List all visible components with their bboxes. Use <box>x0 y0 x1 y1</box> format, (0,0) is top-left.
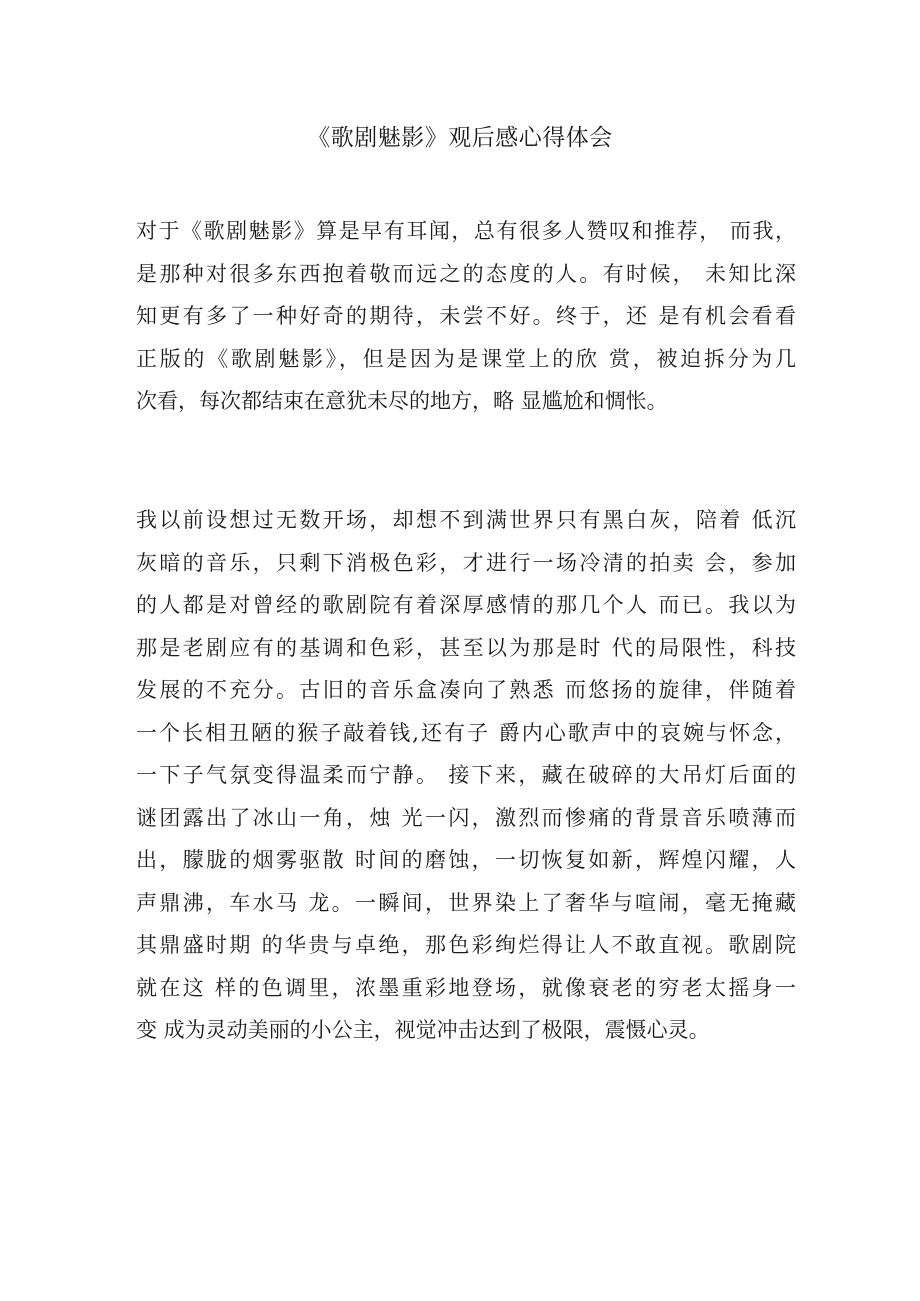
text-line: 的人都是对曾经的歌剧院有着深厚感情的那几个人 而已。我以为 <box>136 593 796 617</box>
text-line: 正版的《歌剧魅影》，但是因为是课堂上的欣 赏，被迫拆分为几 <box>136 346 796 371</box>
text-line: 一个长相丑陋的猴子敲着钱,还有子 爵内心歌声中的哀婉与怀念， <box>136 720 796 745</box>
text-line: 出，朦胧的烟雾驱散 时间的磨蚀，一切恢复如新，辉煌闪耀，人 <box>136 848 796 872</box>
text-line: 就在这 样的色调里，浓墨重彩地登场，就像衰老的穷老太摇身一 <box>136 975 796 1000</box>
text-line: 声鼎沸，车水马 龙。一瞬间，世界染上了奢华与喧闹，毫无掩藏 <box>136 890 796 915</box>
text-line: 谜团露出了冰山一角，烛 光一闪，激烈而惨痛的背景音乐喷薄而 <box>136 805 796 830</box>
text-line: 其鼎盛时期 的华贵与卓绝，那色彩绚烂得让人不敢直视。歌剧院 <box>136 933 796 957</box>
paragraph-opening-scene <box>136 499 796 1052</box>
paragraph-intro <box>136 210 796 423</box>
text-line: 次看，每次都结束在意犹未尽的地方，略 显尴尬和惆怅。 <box>136 389 668 413</box>
text-line: 灰暗的音乐，只剩下消极色彩，才进行一场冷清的拍卖 会，参加 <box>136 550 796 575</box>
text-line: 那是老剧应有的基调和色彩，甚至以为那是时 代的局限性，科技 <box>136 635 796 660</box>
text-line: 发展的不充分。古旧的音乐盒凑向了熟悉 而悠扬的旋律，伴随着 <box>136 678 796 702</box>
text-line: 一下子气氛变得温柔而宁静。 接下来，藏在破碎的大吊灯后面的 <box>136 763 796 787</box>
document-title: 《歌剧魅影》观后感心得体会 <box>307 125 613 151</box>
text-line: 变 成为灵动美丽的小公主，视觉冲击达到了极限，震慑心灵。 <box>136 1018 710 1042</box>
text-line: 对于《歌剧魅影》算是早有耳闻，总有很多人赞叹和推荐， 而我， <box>136 219 796 243</box>
text-line: 是那种对很多东西抱着敬而远之的态度的人。有时候， 未知比深 <box>136 261 796 286</box>
text-line: 我以前设想过无数开场，却想不到满世界只有黑白灰，陪着 低沉 <box>136 508 796 532</box>
text-line: 知更有多了一种好奇的期待，未尝不好。终于，还 是有机会看看 <box>136 304 796 328</box>
